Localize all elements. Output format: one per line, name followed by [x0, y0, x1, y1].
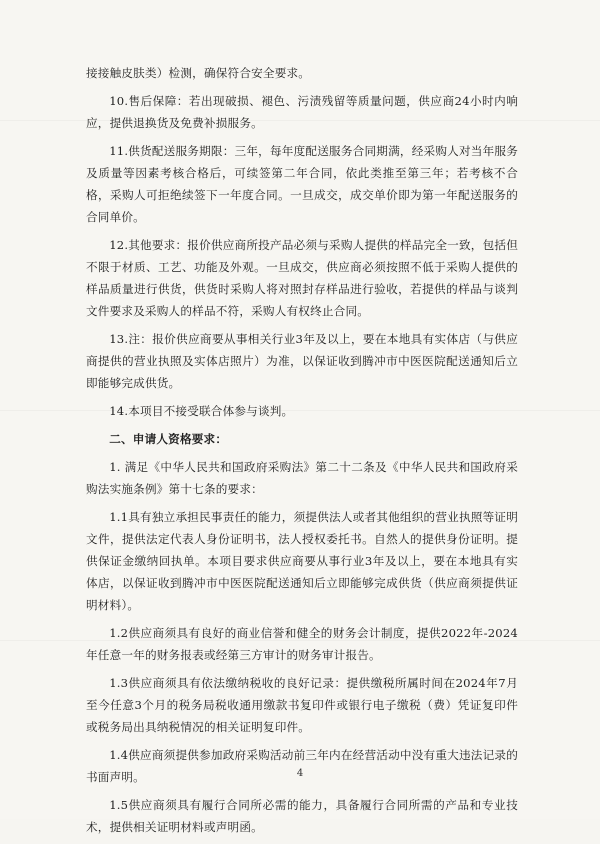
paragraph-qualification-1-4: 1.4供应商须提供参加政府采购活动前三年内在经营活动中没有重大违法记录的书面声明。 — [86, 748, 518, 784]
paragraph-note: 13.注：报价供应商要从事相关行业3年及以上，要在本地具有实体店（与供应商提供的营业执照及实体店照片）为准，以保证收到腾冲市中医医院配送通知后立即能够完成供货。 — [86, 332, 518, 390]
page-number: 4 — [296, 768, 304, 779]
paragraph-no-consortium: 14.本项目不接受联合体参与谈判。 — [109, 404, 294, 418]
paragraph-service-term: 11.供货配送服务期限：三年，每年度配送服务合同期满，经采购人对当年服务及质量等因素考核合格后，可续签第二年合同，依此类推至第三年；若考核不合格，采购人可拒绝续签下一年度合同。一旦成交，成交单价即为第一年配送服务的合同单价。 — [86, 144, 518, 224]
paragraph-after-sales: 10.售后保障：若出现破损、褪色、污渍残留等质量问题，供应商24小时内响应，提供退换货及免费补损服务。 — [86, 94, 518, 130]
document-body — [86, 62, 518, 844]
paragraph-other-requirements: 12.其他要求：报价供应商所投产品必须与采购人提供的样品完全一致，包括但不限于材质、工艺、功能及外观。一旦成交，供应商必须按照不低于采购人提供的样品质量进行供货，供货时采购人将对照封存样品进行验收，若提供的样品与谈判文件要求及采购人的样品不符，采购人有权终止合同。 — [86, 238, 518, 318]
paragraph-continuation: 接接触皮肤类）检测，确保符合安全要求。 — [86, 66, 311, 80]
section-heading-qualifications: 二、申请人资格要求： — [109, 432, 228, 446]
paragraph-qualification-1-3: 1.3供应商须具有依法缴纳税收的良好记录：提供缴税所属时间在2024年7月至今任意3个月的税务局税收通用缴款书复印件或银行电子缴税（费）凭证复印件或税务局出具纳税情况的相关证明复印件。 — [86, 676, 518, 734]
paragraph-qualification-1-5: 1.5供应商须具有履行合同所必需的能力，具备履行合同所需的产品和专业技术，提供相关证明材料或声明函。 — [86, 798, 518, 834]
paragraph-law-requirement: 1. 满足《中华人民共和国政府采购法》第二十二条及《中华人民共和国政府采购法实施条例》第十七条的要求： — [86, 460, 518, 496]
paragraph-qualification-1-1: 1.1具有独立承担民事责任的能力，须提供法人或者其他组织的营业执照等证明文件，提供法定代表人身份证明书，法人授权委托书。自然人的提供身份证明。提供保证金缴纳回执单。本项目要求供应商要从事行业3年及以上，要在本地具有实体店，以保证收到腾冲市中医医院配送通知后立即能够完成供货（供应商须提供证明材料）。 — [86, 510, 518, 612]
paragraph-qualification-1-2: 1.2供应商须具有良好的商业信誉和健全的财务会计制度，提供2022年-2024年任意一年的财务报表或经第三方审计的财务审计报告。 — [86, 626, 518, 662]
